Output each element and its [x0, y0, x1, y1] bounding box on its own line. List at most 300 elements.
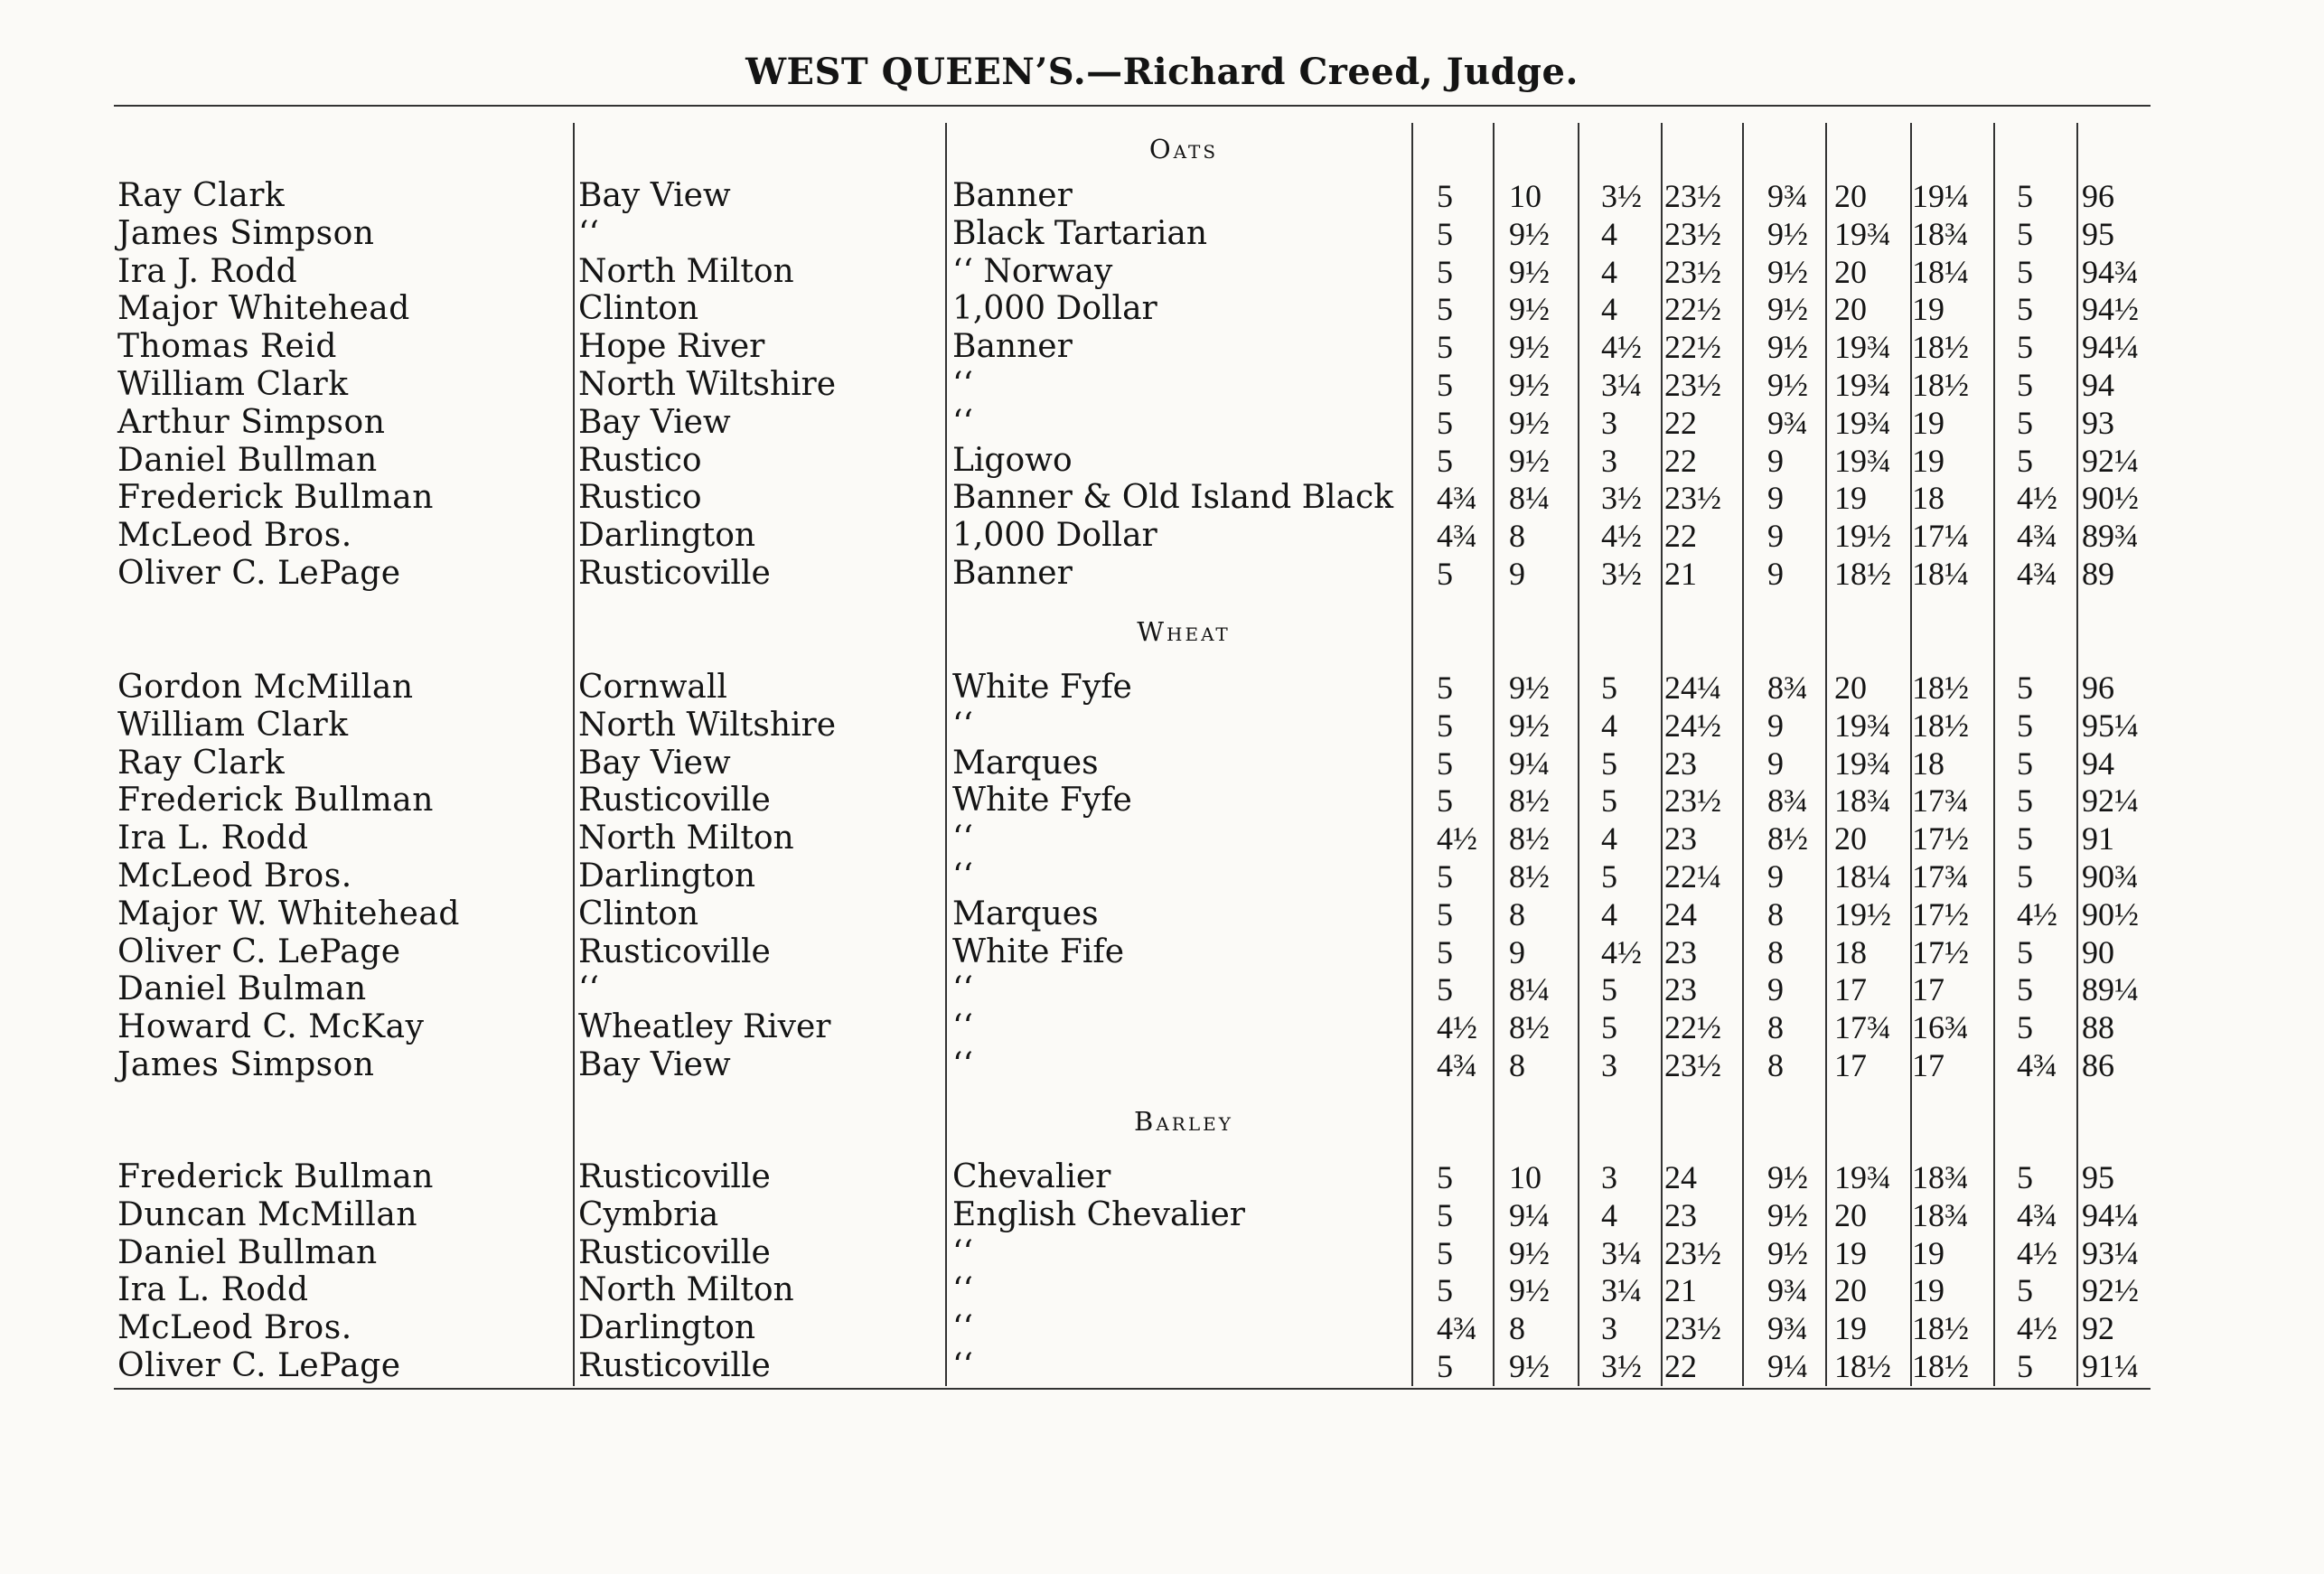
score-cell: 5 — [1437, 254, 1453, 290]
exhibitor-name: Oliver C. LePage — [117, 933, 401, 970]
score-cell: 3 — [1601, 443, 1617, 479]
score-cell: 5 — [2017, 443, 2033, 479]
exhibitor-place: Bay View — [578, 745, 731, 782]
score-cell: 18 — [1834, 934, 1867, 970]
score-cell: 5 — [1437, 556, 1453, 592]
score-cell: 9 — [1767, 745, 1784, 782]
total-score: 94 — [2082, 367, 2114, 403]
score-cell: 22 — [1664, 405, 1697, 441]
exhibitor-name: Daniel Bullman — [117, 1234, 378, 1271]
score-cell: 5 — [1437, 1272, 1453, 1308]
score-cell: 9½ — [1767, 329, 1808, 365]
score-cell: 3¼ — [1601, 1272, 1642, 1308]
score-cell: 19 — [1912, 405, 1944, 441]
score-cell: 23½ — [1664, 254, 1721, 290]
score-cell: 5 — [1437, 745, 1453, 782]
score-cell: 20 — [1834, 1197, 1867, 1233]
column-divider — [1825, 123, 1827, 1386]
grain-variety: ‘‘ — [952, 857, 973, 895]
exhibitor-place: ‘‘ — [578, 215, 599, 252]
score-cell: 19¾ — [1834, 745, 1891, 782]
score-cell: 9¼ — [1767, 1348, 1808, 1384]
score-cell: 5 — [2017, 745, 2033, 782]
score-cell: 19¾ — [1834, 405, 1891, 441]
score-cell: 5 — [1437, 367, 1453, 403]
score-cell: 5 — [1601, 1009, 1617, 1045]
bottom-rule — [114, 1388, 2151, 1390]
score-cell: 20 — [1834, 820, 1867, 857]
section-heading-barley: Barley — [1134, 1106, 1233, 1137]
exhibitor-place: Rusticoville — [578, 555, 771, 592]
score-cell: 5 — [1437, 858, 1453, 895]
score-cell: 4½ — [2017, 480, 2057, 516]
exhibitor-place: Cymbria — [578, 1196, 719, 1233]
exhibitor-name: Frederick Bullman — [117, 479, 434, 516]
score-cell: 24 — [1664, 896, 1697, 932]
score-cell: 18½ — [1912, 670, 1969, 706]
column-divider — [1493, 123, 1495, 1386]
exhibitor-place: Hope River — [578, 328, 765, 365]
grain-variety: ‘‘ — [952, 366, 973, 403]
score-cell: 4¾ — [2017, 1047, 2057, 1083]
score-cell: 10 — [1509, 1159, 1542, 1195]
total-score: 91¼ — [2082, 1348, 2139, 1384]
exhibitor-name: Ira L. Rodd — [117, 1271, 309, 1308]
score-cell: 9½ — [1509, 1235, 1550, 1271]
score-cell: 4¾ — [1437, 480, 1477, 516]
score-cell: 5 — [2017, 782, 2033, 819]
score-cell: 4¾ — [2017, 1197, 2057, 1233]
score-cell: 8 — [1509, 896, 1525, 932]
score-cell: 8¾ — [1767, 782, 1808, 819]
score-cell: 3½ — [1601, 178, 1642, 214]
score-cell: 22¼ — [1664, 858, 1721, 895]
score-cell: 23½ — [1664, 1310, 1721, 1346]
exhibitor-name: Ray Clark — [117, 745, 286, 782]
exhibitor-place: North Milton — [578, 253, 794, 290]
score-cell: 23½ — [1664, 178, 1721, 214]
score-cell: 5 — [1437, 405, 1453, 441]
score-cell: 3½ — [1601, 480, 1642, 516]
score-cell: 22 — [1664, 1348, 1697, 1384]
grain-variety: White Fyfe — [952, 782, 1132, 819]
exhibitor-place: Rusticoville — [578, 782, 771, 819]
score-cell: 19 — [1912, 1272, 1944, 1308]
score-cell: 8½ — [1509, 782, 1550, 819]
score-cell: 5 — [1601, 971, 1617, 1007]
score-cell: 8 — [1509, 518, 1525, 554]
score-cell: 5 — [2017, 216, 2033, 252]
score-cell: 18¼ — [1912, 254, 1969, 290]
score-cell: 8 — [1767, 934, 1784, 970]
section-heading-wheat: Wheat — [1137, 616, 1231, 647]
score-cell: 18¾ — [1912, 1159, 1969, 1195]
score-cell: 23 — [1664, 1197, 1697, 1233]
score-cell: 5 — [2017, 858, 2033, 895]
score-cell: 4¾ — [1437, 1047, 1477, 1083]
score-cell: 9½ — [1509, 707, 1550, 744]
grain-variety: ‘‘ — [952, 404, 973, 441]
score-cell: 17¾ — [1912, 782, 1969, 819]
score-cell: 5 — [1437, 670, 1453, 706]
exhibitor-place: North Milton — [578, 820, 794, 857]
exhibitor-place: Clinton — [578, 290, 699, 327]
exhibitor-name: Oliver C. LePage — [117, 1347, 401, 1384]
score-cell: 8 — [1509, 1310, 1525, 1346]
score-cell: 5 — [1437, 216, 1453, 252]
exhibitor-place: Rusticoville — [578, 1158, 771, 1195]
score-cell: 9 — [1767, 556, 1784, 592]
total-score: 96 — [2082, 178, 2114, 214]
score-cell: 3 — [1601, 1310, 1617, 1346]
score-cell: 8 — [1767, 1047, 1784, 1083]
score-cell: 5 — [2017, 670, 2033, 706]
score-cell: 9 — [1767, 858, 1784, 895]
score-cell: 19¼ — [1912, 178, 1969, 214]
score-cell: 9½ — [1509, 367, 1550, 403]
total-score: 94 — [2082, 745, 2114, 782]
grain-variety: Chevalier — [952, 1158, 1111, 1195]
grain-variety: Banner & Old Island Black — [952, 479, 1394, 516]
score-cell: 8½ — [1767, 820, 1808, 857]
score-cell: 19½ — [1834, 518, 1891, 554]
score-cell: 9½ — [1767, 216, 1808, 252]
total-score: 90¾ — [2082, 858, 2139, 895]
score-cell: 9½ — [1509, 291, 1550, 327]
score-cell: 4 — [1601, 291, 1617, 327]
score-cell: 9¼ — [1509, 745, 1550, 782]
score-cell: 5 — [1437, 329, 1453, 365]
score-cell: 24¼ — [1664, 670, 1721, 706]
total-score: 91 — [2082, 820, 2114, 857]
column-divider — [573, 123, 575, 1386]
score-cell: 4 — [1601, 1197, 1617, 1233]
exhibitor-name: Oliver C. LePage — [117, 555, 401, 592]
total-score: 94½ — [2082, 291, 2139, 327]
score-cell: 3¼ — [1601, 367, 1642, 403]
exhibitor-name: Duncan McMillan — [117, 1196, 418, 1233]
score-cell: 4 — [1601, 896, 1617, 932]
grain-variety: Banner — [952, 177, 1073, 214]
score-cell: 23½ — [1664, 367, 1721, 403]
grain-variety: Marques — [952, 745, 1099, 782]
score-cell: 5 — [1437, 896, 1453, 932]
exhibitor-name: Frederick Bullman — [117, 1158, 434, 1195]
total-score: 89 — [2082, 556, 2114, 592]
score-cell: 5 — [1601, 670, 1617, 706]
score-cell: 19 — [1834, 1310, 1867, 1346]
grain-variety: 1,000 Dollar — [952, 290, 1157, 327]
score-cell: 19¾ — [1834, 1159, 1891, 1195]
score-cell: 9¾ — [1767, 1272, 1808, 1308]
score-cell: 9½ — [1767, 254, 1808, 290]
score-cell: 19¾ — [1834, 443, 1891, 479]
score-cell: 5 — [2017, 1009, 2033, 1045]
score-cell: 5 — [1437, 291, 1453, 327]
score-cell: 20 — [1834, 178, 1867, 214]
score-cell: 8 — [1767, 1009, 1784, 1045]
score-cell: 22½ — [1664, 1009, 1721, 1045]
score-cell: 9¼ — [1509, 1197, 1550, 1233]
score-cell: 4 — [1601, 216, 1617, 252]
score-cell: 19¾ — [1834, 329, 1891, 365]
exhibitor-name: McLeod Bros. — [117, 857, 352, 895]
exhibitor-place: North Milton — [578, 1271, 794, 1308]
score-cell: 18¾ — [1834, 782, 1891, 819]
score-cell: 5 — [2017, 1159, 2033, 1195]
score-cell: 19 — [1912, 1235, 1944, 1271]
column-divider — [945, 123, 947, 1386]
score-cell: 9 — [1767, 707, 1784, 744]
score-cell: 5 — [1437, 1159, 1453, 1195]
score-cell: 4¾ — [1437, 518, 1477, 554]
score-cell: 18¾ — [1912, 1197, 1969, 1233]
score-cell: 19 — [1912, 443, 1944, 479]
score-cell: 21 — [1664, 556, 1697, 592]
score-cell: 4¾ — [2017, 556, 2057, 592]
grain-variety: ‘‘ — [952, 1008, 973, 1045]
score-cell: 17¾ — [1912, 858, 1969, 895]
exhibitor-place: Darlington — [578, 1309, 756, 1346]
score-cell: 5 — [2017, 1272, 2033, 1308]
score-cell: 23 — [1664, 971, 1697, 1007]
grain-variety: ‘‘ — [952, 1309, 973, 1346]
score-cell: 19 — [1834, 480, 1867, 516]
exhibitor-place: Bay View — [578, 404, 731, 441]
score-cell: 5 — [1601, 745, 1617, 782]
exhibitor-name: William Clark — [117, 707, 349, 744]
score-cell: 5 — [2017, 934, 2033, 970]
exhibitor-place: Cornwall — [578, 669, 727, 706]
column-divider — [1661, 123, 1663, 1386]
score-cell: 20 — [1834, 291, 1867, 327]
exhibitor-place: Darlington — [578, 517, 756, 554]
score-cell: 16¾ — [1912, 1009, 1969, 1045]
score-cell: 3 — [1601, 405, 1617, 441]
grain-variety: Marques — [952, 895, 1099, 932]
score-cell: 3½ — [1601, 556, 1642, 592]
score-cell: 23½ — [1664, 480, 1721, 516]
score-cell: 19 — [1834, 1235, 1867, 1271]
score-cell: 9½ — [1767, 367, 1808, 403]
score-cell: 18¼ — [1834, 858, 1891, 895]
column-divider — [1411, 123, 1413, 1386]
score-cell: 9 — [1767, 971, 1784, 1007]
exhibitor-name: Frederick Bullman — [117, 782, 434, 819]
score-cell: 19¾ — [1834, 367, 1891, 403]
score-cell: 9¾ — [1767, 1310, 1808, 1346]
score-cell: 9½ — [1509, 1272, 1550, 1308]
score-cell: 9 — [1767, 480, 1784, 516]
score-cell: 20 — [1834, 670, 1867, 706]
score-cell: 24 — [1664, 1159, 1697, 1195]
exhibitor-place: Rustico — [578, 442, 702, 479]
score-cell: 5 — [2017, 707, 2033, 744]
total-score: 95 — [2082, 216, 2114, 252]
total-score: 90 — [2082, 934, 2114, 970]
score-cell: 9½ — [1509, 443, 1550, 479]
score-cell: 19 — [1912, 291, 1944, 327]
exhibitor-name: Ira L. Rodd — [117, 820, 309, 857]
score-cell: 17½ — [1912, 934, 1969, 970]
score-cell: 5 — [1437, 1197, 1453, 1233]
column-divider — [1993, 123, 1995, 1386]
total-score: 86 — [2082, 1047, 2114, 1083]
score-cell: 21 — [1664, 1272, 1697, 1308]
score-cell: 20 — [1834, 254, 1867, 290]
total-score: 95¼ — [2082, 707, 2139, 744]
grain-variety: White Fife — [952, 933, 1125, 970]
score-cell: 17½ — [1912, 820, 1969, 857]
exhibitor-name: Ray Clark — [117, 177, 286, 214]
grain-variety: ‘‘ Norway — [952, 253, 1113, 290]
score-cell: 9¾ — [1767, 178, 1808, 214]
score-cell: 4½ — [1601, 934, 1642, 970]
total-score: 94¼ — [2082, 329, 2139, 365]
score-cell: 4½ — [2017, 896, 2057, 932]
score-cell: 4¾ — [1437, 1310, 1477, 1346]
score-cell: 18½ — [1912, 707, 1969, 744]
exhibitor-name: Howard C. McKay — [117, 1008, 425, 1045]
grain-variety: ‘‘ — [952, 1347, 973, 1384]
score-cell: 4½ — [1601, 518, 1642, 554]
score-cell: 9 — [1767, 443, 1784, 479]
score-cell: 9½ — [1767, 1235, 1808, 1271]
grain-variety: ‘‘ — [952, 970, 973, 1007]
grain-variety: ‘‘ — [952, 1271, 973, 1308]
total-score: 90½ — [2082, 480, 2139, 516]
score-cell: 4½ — [2017, 1235, 2057, 1271]
score-cell: 3 — [1601, 1159, 1617, 1195]
total-score: 92 — [2082, 1310, 2114, 1346]
score-cell: 23½ — [1664, 1235, 1721, 1271]
score-cell: 5 — [1437, 971, 1453, 1007]
score-cell: 5 — [1437, 707, 1453, 744]
score-cell: 8½ — [1509, 820, 1550, 857]
score-cell: 5 — [2017, 971, 2033, 1007]
exhibitor-place: Rustico — [578, 479, 702, 516]
score-cell: 8¼ — [1509, 480, 1550, 516]
score-cell: 17 — [1834, 1047, 1867, 1083]
score-cell: 23 — [1664, 820, 1697, 857]
total-score: 94¼ — [2082, 1197, 2139, 1233]
score-cell: 23½ — [1664, 1047, 1721, 1083]
score-cell: 5 — [1601, 782, 1617, 819]
top-rule — [114, 105, 2151, 107]
exhibitor-place: Clinton — [578, 895, 699, 932]
score-cell: 5 — [2017, 254, 2033, 290]
grain-variety: ‘‘ — [952, 1046, 973, 1083]
score-cell: 4 — [1601, 820, 1617, 857]
score-cell: 22 — [1664, 518, 1697, 554]
total-score: 88 — [2082, 1009, 2114, 1045]
exhibitor-name: Major Whitehead — [117, 290, 410, 327]
score-cell: 17¾ — [1834, 1009, 1891, 1045]
score-cell: 9½ — [1509, 254, 1550, 290]
total-score: 90½ — [2082, 896, 2139, 932]
score-cell: 23 — [1664, 934, 1697, 970]
score-cell: 8 — [1509, 1047, 1525, 1083]
score-cell: 3½ — [1601, 1348, 1642, 1384]
score-cell: 5 — [2017, 1348, 2033, 1384]
score-cell: 5 — [1437, 782, 1453, 819]
score-cell: 5 — [2017, 367, 2033, 403]
score-cell: 17½ — [1912, 896, 1969, 932]
score-cell: 8¾ — [1767, 670, 1808, 706]
total-score: 95 — [2082, 1159, 2114, 1195]
score-cell: 18 — [1912, 745, 1944, 782]
exhibitor-name: Major W. Whitehead — [117, 895, 460, 932]
score-cell: 9½ — [1509, 405, 1550, 441]
score-cell: 4½ — [1437, 1009, 1477, 1045]
exhibitor-name: Daniel Bulman — [117, 970, 367, 1007]
score-cell: 19½ — [1834, 896, 1891, 932]
total-score: 93¼ — [2082, 1235, 2139, 1271]
score-cell: 23 — [1664, 745, 1697, 782]
score-cell: 3¼ — [1601, 1235, 1642, 1271]
score-cell: 5 — [1437, 443, 1453, 479]
column-divider — [1578, 123, 1579, 1386]
score-cell: 9½ — [1509, 216, 1550, 252]
score-cell: 9½ — [1509, 670, 1550, 706]
score-cell: 18¼ — [1912, 556, 1969, 592]
grain-variety: Banner — [952, 555, 1073, 592]
score-cell: 10 — [1509, 178, 1542, 214]
score-cell: 9 — [1509, 556, 1525, 592]
score-cell: 5 — [1437, 178, 1453, 214]
exhibitor-name: James Simpson — [117, 215, 375, 252]
score-cell: 22 — [1664, 443, 1697, 479]
score-cell: 5 — [1601, 858, 1617, 895]
exhibitor-place: Bay View — [578, 1046, 731, 1083]
total-score: 93 — [2082, 405, 2114, 441]
score-cell: 8 — [1767, 896, 1784, 932]
exhibitor-place: North Wiltshire — [578, 366, 837, 403]
exhibitor-place: North Wiltshire — [578, 707, 837, 744]
score-cell: 17¼ — [1912, 518, 1969, 554]
score-cell: 9½ — [1767, 291, 1808, 327]
score-cell: 19¾ — [1834, 707, 1891, 744]
score-cell: 5 — [2017, 329, 2033, 365]
score-cell: 17 — [1834, 971, 1867, 1007]
score-cell: 5 — [1437, 934, 1453, 970]
score-cell: 18½ — [1912, 1348, 1969, 1384]
score-cell: 4 — [1601, 707, 1617, 744]
score-cell: 18¾ — [1912, 216, 1969, 252]
score-cell: 23½ — [1664, 216, 1721, 252]
score-cell: 17 — [1912, 1047, 1944, 1083]
grain-variety: ‘‘ — [952, 1234, 973, 1271]
score-cell: 8¼ — [1509, 971, 1550, 1007]
score-cell: 22½ — [1664, 291, 1721, 327]
score-cell: 18½ — [1912, 367, 1969, 403]
exhibitor-name: McLeod Bros. — [117, 1309, 352, 1346]
total-score: 92½ — [2082, 1272, 2139, 1308]
score-cell: 9½ — [1767, 1159, 1808, 1195]
grain-variety: Ligowo — [952, 442, 1073, 479]
score-cell: 18 — [1912, 480, 1944, 516]
score-cell: 9½ — [1767, 1197, 1808, 1233]
score-cell: 19¾ — [1834, 216, 1891, 252]
exhibitor-name: Arthur Simpson — [117, 404, 386, 441]
exhibitor-place: Bay View — [578, 177, 731, 214]
exhibitor-place: Rusticoville — [578, 1347, 771, 1384]
score-cell: 9½ — [1509, 1348, 1550, 1384]
total-score: 89¼ — [2082, 971, 2139, 1007]
score-cell: 18½ — [1834, 556, 1891, 592]
exhibitor-place: Wheatley River — [578, 1008, 831, 1045]
score-cell: 20 — [1834, 1272, 1867, 1308]
